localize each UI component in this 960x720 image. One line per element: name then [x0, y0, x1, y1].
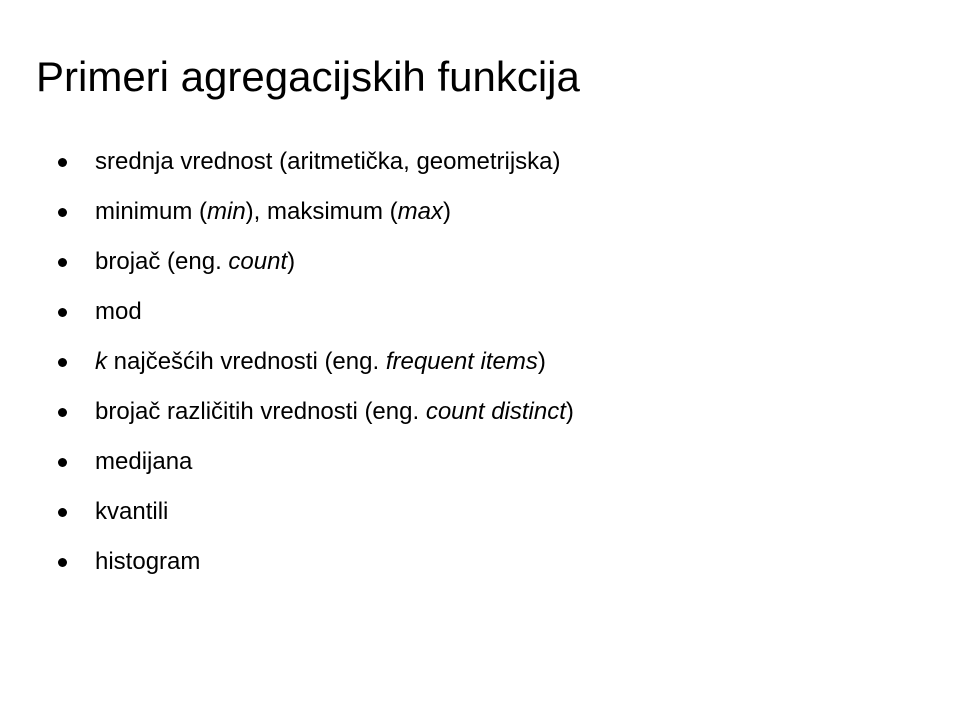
bullet-text-segment: mod	[95, 298, 142, 325]
bullet-dot-icon	[58, 308, 67, 317]
bullet-text	[95, 350, 546, 374]
bullet-text-segment: najčešćih vrednosti (eng.	[107, 348, 386, 375]
bullet-text-segment: )	[443, 198, 452, 225]
bullet-text	[95, 150, 561, 174]
bullet-item	[58, 350, 574, 374]
bullet-text-segment: )	[565, 398, 574, 425]
bullet-text-segment: histogram	[95, 548, 201, 575]
bullet-text-segment: brojač (eng.	[95, 248, 229, 275]
bullet-text-italic: count	[228, 248, 288, 275]
bullet-text-italic: min	[207, 198, 246, 225]
bullet-text-segment: ), maksimum (	[245, 198, 398, 225]
bullet-text-segment: medijana	[95, 448, 193, 475]
bullet-dot-icon	[58, 208, 67, 217]
bullet-text	[95, 400, 574, 424]
bullet-item	[58, 450, 574, 474]
bullet-text	[95, 200, 451, 224]
bullet-item	[58, 500, 574, 524]
bullet-dot-icon	[58, 408, 67, 417]
bullet-dot-icon	[58, 508, 67, 517]
bullet-text-italic: count distinct	[425, 398, 566, 425]
bullet-text	[95, 500, 168, 524]
bullet-dot-icon	[58, 458, 67, 467]
bullet-text-segment: )	[537, 348, 546, 375]
bullet-list	[58, 150, 574, 600]
bullet-item	[58, 150, 574, 174]
bullet-text	[95, 300, 142, 324]
bullet-text-italic: max	[397, 198, 444, 225]
bullet-text	[95, 250, 295, 274]
bullet-text-italic: k	[95, 348, 107, 375]
bullet-item	[58, 550, 574, 574]
slide-title: Primeri agregacijskih funkcija	[36, 53, 580, 100]
bullet-text-segment: brojač različitih vrednosti (eng.	[95, 398, 426, 425]
bullet-text	[95, 450, 192, 474]
bullet-item	[58, 400, 574, 424]
bullet-dot-icon	[58, 558, 67, 567]
bullet-item	[58, 250, 574, 274]
bullet-dot-icon	[58, 358, 67, 367]
bullet-item	[58, 200, 574, 224]
bullet-text-segment: minimum (	[95, 198, 207, 225]
bullet-text-segment: kvantili	[95, 498, 169, 525]
bullet-dot-icon	[58, 258, 67, 267]
bullet-item	[58, 300, 574, 324]
bullet-text-italic: frequent items	[385, 348, 538, 375]
bullet-text-segment: )	[287, 248, 296, 275]
bullet-text-segment: srednja vrednost (aritmetička, geometrijska)	[95, 148, 561, 175]
bullet-dot-icon	[58, 158, 67, 167]
bullet-text	[95, 550, 200, 574]
